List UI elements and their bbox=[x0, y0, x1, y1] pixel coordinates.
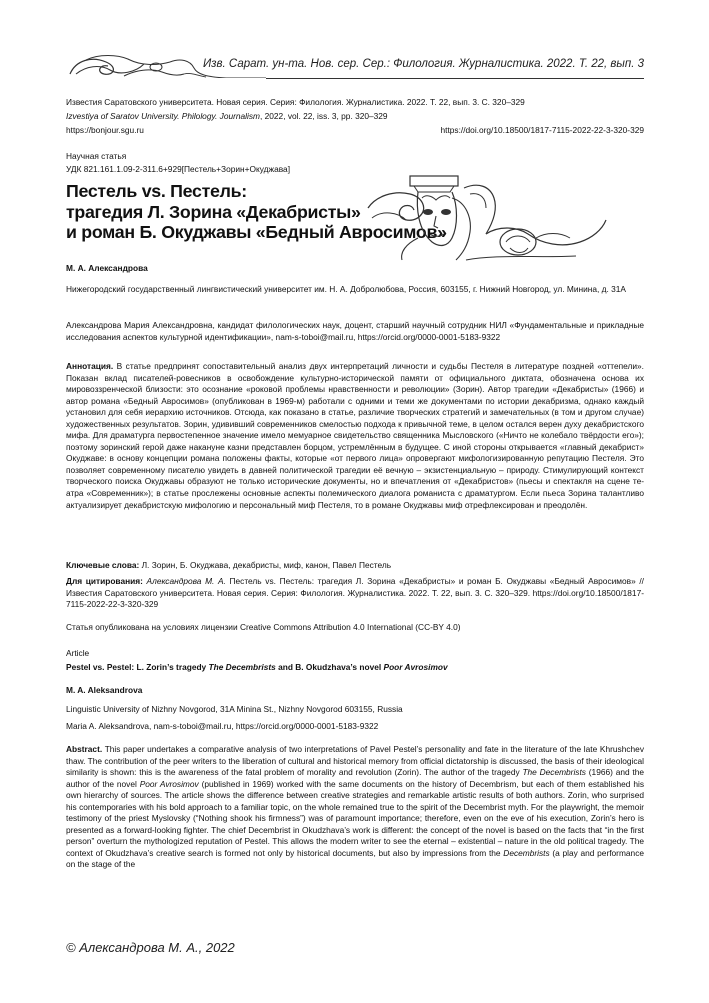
abstract-en-title-3: Decembrists bbox=[503, 847, 550, 858]
copyright-footer: © Александрова М. А., 2022 bbox=[66, 940, 235, 955]
cite-ru bbox=[66, 576, 644, 611]
author-info-ru: Александрова Мария Александровна, кандидат филологических наук, доцент, старший научный сотрудник НИЛ «Фундаментальные и прикладные исследования аспектов культурной идентификации», nam-s-toboi@mail.ru, https://orcid.org/0000-0001-5183-9322 bbox=[66, 320, 644, 342]
affiliation-en: Linguistic University of Nizhny Novgorod, 31A Minina St., Nizhny Novgorod 603155, Russia bbox=[66, 704, 403, 714]
title-line-1: Пестель vs. Пестель: bbox=[66, 181, 247, 201]
doi-link[interactable]: https://doi.org/10.18500/1817-7115-2022-22-3-320-329 bbox=[440, 125, 644, 135]
keywords-ru bbox=[66, 559, 644, 571]
keywords-ru-label: Ключевые слова: bbox=[66, 560, 140, 570]
journal-name-en: Izvestiya of Saratov University. Philology. Journalism bbox=[66, 111, 260, 121]
article-type-en: Article bbox=[66, 648, 90, 658]
abstract-en-text-4: (a play and performance on the stage of the bbox=[66, 847, 645, 870]
author-name-en: M. A. Aleksandrova bbox=[66, 685, 143, 695]
cite-ru-author: Александрова М. А. bbox=[142, 576, 226, 586]
abstract-en-title-1: The Decembrists bbox=[522, 767, 586, 778]
keywords-ru-text: Л. Зорин, Б. Окуджава, декабристы, миф, канон, Павел Пестель bbox=[139, 560, 392, 570]
cite-ru-label: Для цитирования: bbox=[66, 576, 143, 586]
journal-issue-en: , 2022, vol. 22, iss. 3, pp. 320–329 bbox=[260, 111, 388, 121]
citation-line-ru: Известия Саратовского университета. Новая серия. Серия: Филология. Журналистика. 2022. Т. 22, вып. 3. С. 320–329 bbox=[66, 97, 525, 107]
header-rule bbox=[266, 78, 644, 79]
title-line-2: трагедия Л. Зорина «Декабристы» bbox=[66, 201, 361, 222]
page-header bbox=[66, 52, 644, 80]
abstract-en bbox=[66, 744, 644, 871]
abstract-en-label: Abstract. bbox=[66, 744, 103, 754]
title-en-part-1: Pestel vs. Pestel: L. Zorin’s tragedy bbox=[66, 662, 209, 672]
affiliation-ru: Нижегородский государственный лингвистический университет им. Н. А. Добролюбова, Россия, 603155, г. Нижний Новгород, ул. Минина, д. 31А bbox=[66, 284, 626, 294]
abstract-ru-label: Аннотация. bbox=[66, 361, 114, 371]
abstract-en-text-2: (1966) and the author of the novel bbox=[66, 767, 645, 789]
abstract-en-text-1: This paper undertakes a comparative analysis of two interpretations of Pavel Pestel’s personality and fate in the literature of the late Khrushchev thaw. The contribution of the peer writers to the liberation of cultural and historical memory from official dictatorship is discussed, the basis of their ideological similarity is shown: this is the awareness of the fatal problem of morality and revolution (Zorin). The author of the tragedy bbox=[66, 744, 644, 778]
article-type-ru: Научная статья bbox=[66, 151, 127, 161]
running-head: Изв. Сарат. ун-та. Нов. сер. Сер.: Филология. Журналистика. 2022. Т. 22, вып. 3 bbox=[202, 58, 644, 70]
title-en-part-4: Poor Avrosimov bbox=[383, 662, 448, 672]
journal-url[interactable]: https://bonjour.sgu.ru bbox=[66, 125, 144, 135]
abstract-en-text-3: (published in 1969) worked with the same documents on the history of Decembrism, but each of them established his own hierarchy of sources. The article shows the difference between creative strategies and remarkable artistic results of both authors. Zorin, who surprised his contemporaries with his bold approach to a familiar topic, on the whole remained true to the spirit of the Decembrist myth. For the playwright, the memoir testimony of the priest Myslovsky (“Nothing shook his firmness”) was of paramount importance; therefore, even on the eve of his execution, Zorin’s hero is presented as a forward-looking fighter. The chief Decembrist in Okudzhava’s work is different: the concept of the novel is based on the facts that “in the first person” overturn the mythologized reputation of Pestel. This allows the modern writer to see the eternal – existential – nature in the old political tragedy. The context of Okudzhava’s creative search is formed not only by historical documents, but also by impressions from the bbox=[66, 778, 644, 858]
article-title-en bbox=[66, 661, 644, 673]
udk-code: УДК 821.161.1.09-2-311.6+929[Пестель+Зорин+Окуджава] bbox=[66, 164, 291, 174]
author-info-en: Maria A. Aleksandrova, nam-s-toboi@mail.ru, https://orcid.org/0000-0001-5183-9322 bbox=[66, 721, 379, 731]
abstract-ru-text: В статье предпринят сопоставительный анализ двух интерпретаций личности и судьбы Пестеля в литературе поздней «оттепели». Показан вклад писателей-ровесников в освобождение культурно-исторической памяти от официального диктата, обозначена основа их мировоззренческой близости: это осознание «роковой проблемы нравственности и революции» (Зорин). Автор трагедии «Декабристы» (1966) и автор романа «Бедный Авросимов» (опубликован в 1969-м) работали с одними и теми же документами по истории декабризма, однако каждый установил для себя иерархию источников. Отсюда, как показано в статье, различие творческих стратегий и замечательных (в том и другом случае) художественных результатов. Зорин, удививший современников смелостью подхода к привычной теме, в целом остался верен духу декабристского мифа. Для драматурга первостепенное значение имело мемуарное свидетельство священника Мысловского («Ничто не колебало твёрдости его»); поэтому зоринский герой даже накануне казни представлен борцом, устремлённым в будущее. С иной стороны открывается «главный декабрист» Окуджаве: в основу концепции романа положены факты, которые «от первого лица» опровергают мифологизированную репутацию Пестеля. Это позволяет современному писателю увидеть в давней политической трагедии её вечную – экзистенциальную – природу. Стимулирующий контекст творческого поиска Окуджавы образуют не только исторические документы, но и впечатления от «Декабристов» (пьесы и спектакля на сцене театра «Современник»); в статье прослежены основные аспекты полемического диалога романиста с драматургом. Если пьеса Зорина талантливо актуализирует декабристскую мифологию и персональный миф Пестеля, то в романе Окуджавы миф отрефлексирован и преодолён. bbox=[66, 361, 644, 510]
title-line-3: и роман Б. Окуджавы «Бедный Авросимов» bbox=[66, 222, 447, 242]
cite-ru-text: Пестель vs. Пестель: трагедия Л. Зорина «Декабристы» и роман Б. Окуджавы «Бедный Авросимов» // Известия Саратовского университета. Новая серия. Серия: Филология. Журналистика. 2022. Т. 22, вып. 3. С. 320–329. https://doi.org/10.18500/1817-7115-2022-22-3-320-329 bbox=[66, 576, 645, 610]
title-en-part-3: and B. Okudzhava’s novel bbox=[275, 662, 384, 672]
caryatid-emblem-icon bbox=[366, 168, 608, 262]
author-name-ru: М. А. Александрова bbox=[66, 263, 148, 273]
title-en-part-2: The Decembrists bbox=[208, 662, 276, 672]
abstract-en-title-2: Poor Avrosimov bbox=[139, 778, 199, 789]
abstract-ru bbox=[66, 361, 644, 511]
citation-line-en bbox=[66, 110, 644, 122]
license-ru: Статья опубликована на условиях лицензии Creative Commons Attribution 4.0 International (CC-BY 4.0) bbox=[66, 622, 461, 632]
